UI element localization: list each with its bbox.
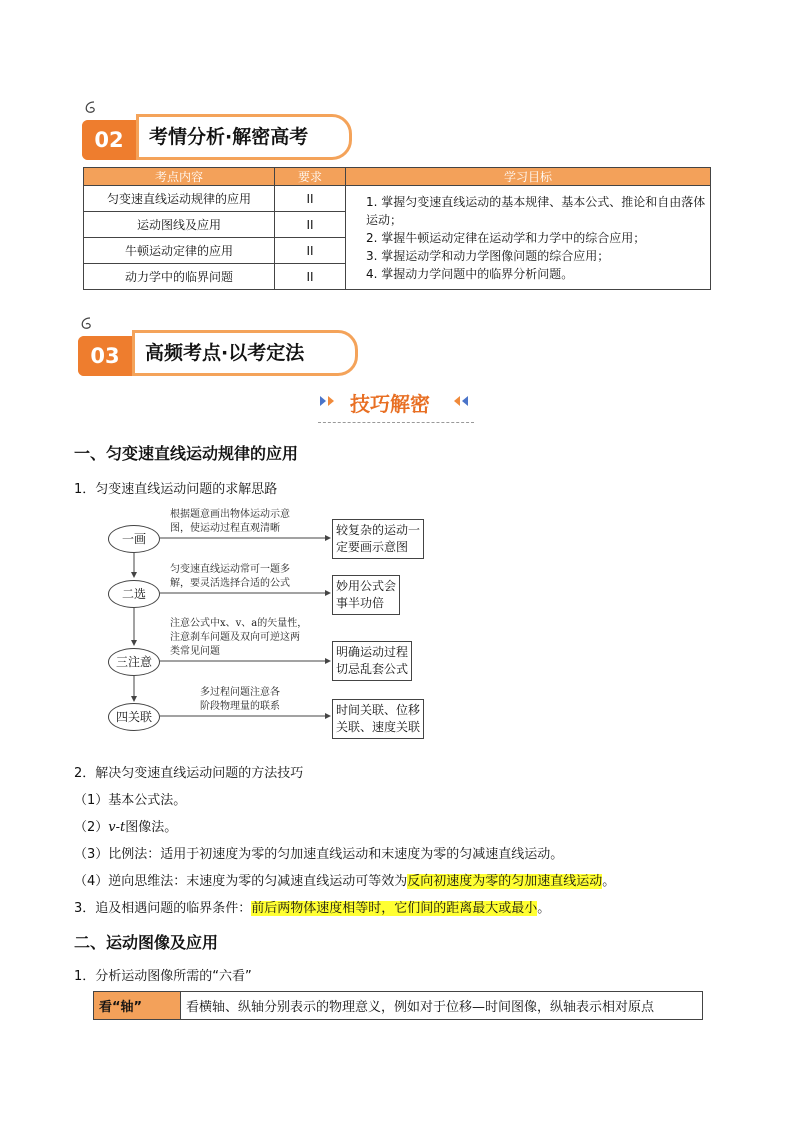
flow-step: 四关联 (108, 703, 160, 731)
curl-icon (78, 316, 94, 338)
heading-2: 二、运动图像及应用 (74, 933, 219, 952)
flow-note: 根据题意画出物体运动示意 图，使运动过程直观清晰 (170, 509, 290, 534)
section-number: 02 (82, 120, 136, 160)
method-4: （4）逆向思维法：末速度为零的匀减速直线运动可等效为反向初速度为零的匀加速直线运动。 (74, 874, 616, 889)
six-key: 看“轴” (94, 992, 181, 1020)
section-title: 高频考点·以考定法 (132, 330, 358, 376)
section-02-banner (82, 114, 352, 162)
flow-result: 明确运动过程 切忌乱套公式 (332, 641, 412, 681)
left-arrow-icon (454, 396, 460, 406)
right-arrow-icon (320, 396, 326, 406)
header-goal: 学习目标 (346, 168, 711, 186)
topic-cell: 运动图线及应用 (84, 212, 275, 238)
requirements-table (83, 167, 711, 290)
left-arrow-icon (462, 396, 468, 406)
method-3: （3）比例法：适用于初速度为零的匀加速直线运动和末速度为零的匀减速直线运动。 (74, 847, 564, 862)
method-2: （2）v-t图像法。 (74, 820, 178, 835)
highlight: 反向初速度为零的匀加速直线运动 (407, 874, 603, 889)
six-look-table (93, 991, 703, 1020)
topic-cell: 动力学中的临界问题 (84, 264, 275, 290)
flow-note: 注意公式中x、v、a的矢量性， 注意刹车问题及双向可逆这两 类常见问题 (170, 618, 308, 657)
goal-item: 1. 掌握匀变速直线运动的基本规律、基本公式、推论和自由落体运动； (366, 194, 706, 227)
right-arrow-icon (328, 396, 334, 406)
level-cell: II (275, 264, 346, 290)
level-cell: II (275, 238, 346, 264)
six-value: 看横轴、纵轴分别表示的物理意义，例如对于位移—时间图像，纵轴表示相对原点 (181, 992, 703, 1020)
paragraph-1: 1．匀变速直线运动问题的求解思路 (74, 482, 278, 497)
highlight: 前后两物体速度相等时，它们间的距离最大或最小 (251, 901, 538, 916)
goals-cell (346, 186, 711, 290)
skill-heading (318, 388, 474, 423)
curl-icon (82, 100, 98, 122)
topic-cell: 牛顿运动定律的应用 (84, 238, 275, 264)
flow-step: 一画 (108, 525, 160, 553)
paragraph-2: 2．解决匀变速直线运动问题的方法技巧 (74, 766, 304, 781)
flow-result: 较复杂的运动一 定要画示意图 (332, 519, 424, 559)
method-1: （1）基本公式法。 (74, 793, 187, 808)
goal-item: 2. 掌握牛顿运动定律在运动学和力学中的综合应用； (366, 230, 646, 245)
header-topic: 考点内容 (84, 168, 275, 186)
paragraph-3: 3．追及相遇问题的临界条件：前后两物体速度相等时，它们间的距离最大或最小。 (74, 901, 551, 916)
goal-item: 3. 掌握运动学和动力学图像问题的综合应用； (366, 248, 610, 263)
flow-result: 时间关联、位移 关联、速度关联 (332, 699, 424, 739)
topic-cell: 匀变速直线运动规律的应用 (84, 186, 275, 212)
flow-result: 妙用公式会 事半功倍 (332, 575, 400, 615)
level-cell: II (275, 186, 346, 212)
paragraph-4: 1．分析运动图像所需的“六看” (74, 969, 252, 984)
flow-note: 多过程问题注意各 阶段物理量的联系 (200, 687, 280, 712)
level-cell: II (275, 212, 346, 238)
goal-item: 4. 掌握动力学问题中的临界分析问题。 (366, 266, 574, 281)
section-number: 03 (78, 336, 132, 376)
section-03-banner (78, 330, 360, 378)
flow-step: 三注意 (108, 648, 160, 676)
flow-step: 二选 (108, 580, 160, 608)
skill-title: 技巧解密 (350, 392, 430, 416)
flow-note: 匀变速直线运动常可一题多 解，要灵活选择合适的公式 (170, 564, 290, 589)
section-title: 考情分析·解密高考 (136, 114, 352, 160)
heading-1: 一、匀变速直线运动规律的应用 (74, 444, 299, 463)
header-level: 要求 (275, 168, 346, 186)
